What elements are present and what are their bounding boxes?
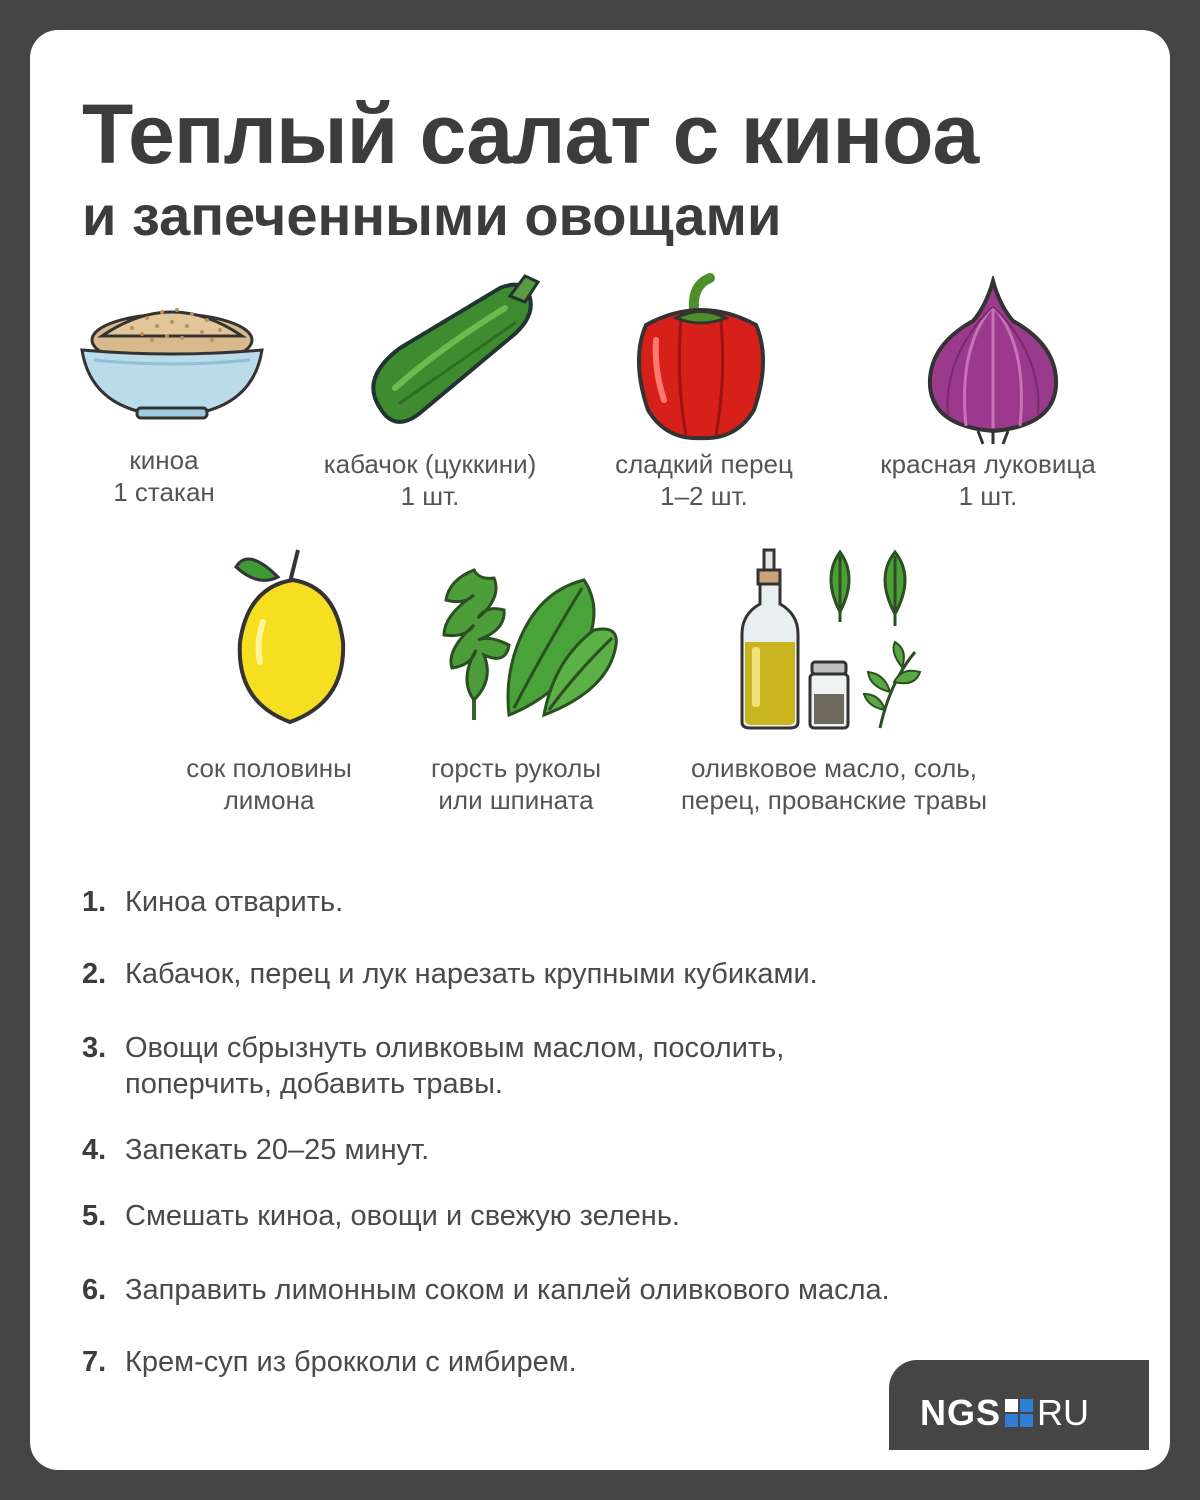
step-text: Киноа отварить. [125,886,344,918]
ingredient-label-greens [431,752,601,816]
step-number: 4. [82,1134,107,1166]
ingredient-label-pepper [615,448,793,512]
zucchini-icon [350,268,550,438]
ingredient-name: красная луковица [880,449,1096,479]
ingredient-name: горсть руколы [430,753,602,783]
recipe-card [30,30,1170,1470]
ingredient-name: сок половины [186,753,352,783]
ingredient-amount: 1 стакан [113,477,215,507]
ingredient-amount: 1 шт. [958,481,1018,511]
ingredient-amount: перец, прованские травы [680,785,988,815]
step-number: 5. [82,1200,107,1232]
step-number: 6. [82,1274,107,1306]
brand-logo[interactable] [920,1392,1090,1433]
ingredient-label-onion [880,448,1095,512]
ingredient-label-quinoa [113,444,215,508]
step-number: 1. [82,886,107,918]
brand-squares-icon [1005,1399,1033,1427]
page-subtitle: и запеченными овощами [82,184,782,247]
bell-pepper-icon [626,270,776,445]
ingredient-label-lemon [186,752,352,816]
quinoa-bowl-icon [72,288,272,428]
ingredient-label-zucchini [324,448,537,512]
red-onion-icon [918,276,1068,446]
step-text: Крем-суп из брокколи с имбирем. [125,1346,577,1378]
arugula-spinach-icon [434,550,624,725]
step-number: 7. [82,1346,107,1378]
page-title: Теплый салат с киноа [82,87,979,181]
ingredient-amount: или шпината [438,785,594,815]
step-number: 2. [82,958,107,990]
ingredient-name: киноа [129,445,199,475]
step-text: Овощи сбрызнуть оливковым маслом, посолить, [125,1032,785,1064]
lemon-icon [228,542,358,727]
ingredient-amount: 1 шт. [400,481,460,511]
ingredient-name: сладкий перец [615,449,793,479]
brand-logo-right: RU [1037,1392,1090,1433]
step-text: Заправить лимонным соком и каплей оливкового масла. [125,1274,890,1306]
step-text: Смешать киноа, овощи и свежую зелень. [125,1200,680,1232]
ingredient-amount: лимона [223,785,315,815]
step-text: Кабачок, перец и лук нарезать крупными кубиками. [125,958,818,990]
ingredient-amount: 1–2 шт. [660,481,748,511]
brand-logo-left: NGS [920,1392,1002,1433]
step-number: 3. [82,1032,107,1064]
oil-salt-herbs-icon [730,542,940,732]
ingredient-name: кабачок (цуккини) [323,449,537,479]
step-text: поперчить, добавить травы. [125,1068,503,1100]
step-text: Запекать 20–25 минут. [125,1134,430,1166]
ingredient-label-oil [681,752,987,816]
ingredient-name: оливковое масло, соль, [690,753,978,783]
